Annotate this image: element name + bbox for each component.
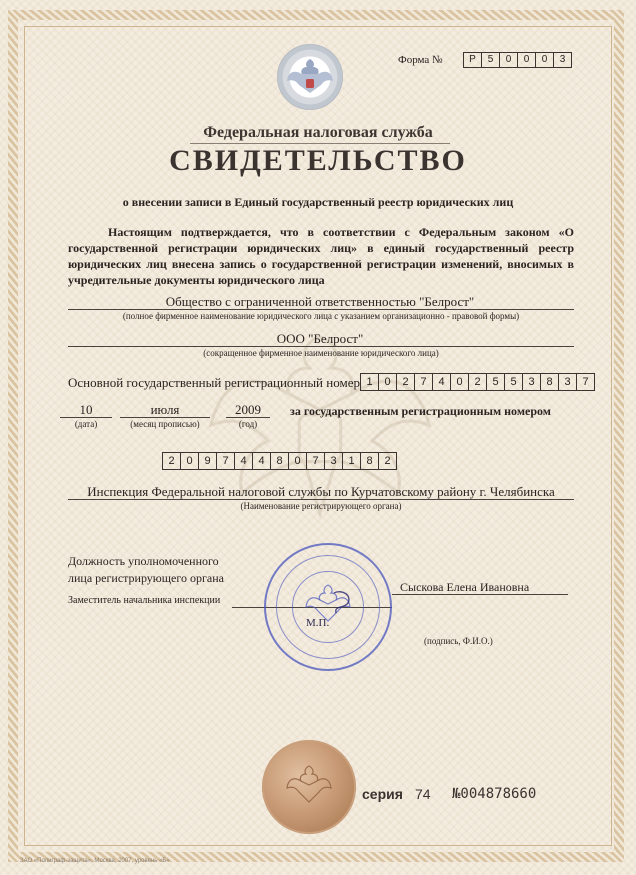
ogrn-number-boxes xyxy=(360,373,595,391)
grn-digit: 2 xyxy=(384,455,391,467)
agency-name: Федеральная налоговая служба xyxy=(203,124,433,141)
grn-digit: 9 xyxy=(199,453,217,469)
document-subtitle: о внесении записи в Единый государственный реестр юридических лиц xyxy=(122,195,514,209)
grn-digit: 7 xyxy=(217,453,235,469)
position-title xyxy=(68,553,224,587)
registration-number-label: за государственным регистрационным номером xyxy=(290,404,551,418)
position-title-line1: Должность уполномоченного xyxy=(68,554,219,568)
ogrn-digit: 4 xyxy=(433,374,451,390)
fns-emblem xyxy=(277,44,343,110)
ogrn-digit: 0 xyxy=(451,374,469,390)
authority-caption: (Наименование регистрирующего органа) xyxy=(240,501,402,511)
grn-digit: 3 xyxy=(325,453,343,469)
form-number-digit: 0 xyxy=(536,53,554,67)
grn-number-boxes xyxy=(162,452,397,470)
serial-label: серия xyxy=(362,786,403,802)
full-name-line xyxy=(68,309,574,310)
grn-digit: 8 xyxy=(271,453,289,469)
confirmation-paragraph xyxy=(68,224,574,288)
ogrn-digit: 5 xyxy=(487,374,505,390)
date-year-caption: (год) xyxy=(238,419,258,429)
date-month-caption: (месяц прописью) xyxy=(130,419,200,429)
ogrn-digit: 3 xyxy=(523,374,541,390)
date-day: 10 xyxy=(79,402,93,417)
grn-digit: 4 xyxy=(235,453,253,469)
document-title: СВИДЕТЕЛЬСТВО xyxy=(169,144,467,177)
form-number-digit: 0 xyxy=(518,53,536,67)
signatory-position: Заместитель начальника инспекции xyxy=(68,595,221,606)
grn-digit: 0 xyxy=(181,453,199,469)
ogrn-digit: 2 xyxy=(469,374,487,390)
embossed-seal xyxy=(262,740,356,834)
ogrn-digit: 7 xyxy=(415,374,433,390)
short-name-line xyxy=(68,346,574,347)
ogrn-digit: 7 xyxy=(582,376,589,388)
full-name-caption: (полное фирменное наименование юридического лица с указанием организационно - правовой формы) xyxy=(122,311,520,321)
form-number-digit: Р xyxy=(464,53,482,67)
name-line xyxy=(392,594,568,595)
eagle-emblem-icon xyxy=(278,45,342,109)
signatory-name: Сыскова Елена Ивановна xyxy=(400,580,530,594)
grn-digit: 0 xyxy=(289,453,307,469)
date-month-line xyxy=(120,417,210,418)
ogrn-label: Основной государственный регистрационный номер xyxy=(68,375,360,390)
serial-series: 74 xyxy=(415,786,431,802)
stamp-place-mark: М.П. xyxy=(306,617,330,629)
registering-authority: Инспекция Федеральной налоговой службы по Курчатовскому району г. Челябинска xyxy=(87,484,555,499)
short-name-caption: (сокращенное фирменное наименование юридического лица) xyxy=(203,348,439,358)
confirmation-text: Настоящим подтверждается, что в соответствии с Федеральным законом «О государственной регистрации юридических лиц» в единый государственный реестр юридических лиц внесена запись о государственной регистрации изменений, вносимых в учредительные документы юридического лица xyxy=(68,225,574,287)
date-year: 2009 xyxy=(235,402,261,417)
form-number-boxes xyxy=(463,52,572,68)
signature-caption: (подпись, Ф.И.О.) xyxy=(424,636,493,646)
seal-eagle-icon xyxy=(262,740,356,834)
grn-digit: 4 xyxy=(253,453,271,469)
grn-digit: 1 xyxy=(343,453,361,469)
ogrn-digit: 8 xyxy=(541,374,559,390)
date-year-line xyxy=(226,417,270,418)
form-number-digit: 3 xyxy=(559,54,566,65)
grn-digit: 8 xyxy=(361,453,379,469)
official-stamp xyxy=(264,543,392,671)
position-title-line2: лица регистрирующего органа xyxy=(68,571,224,585)
stamp-eagle-icon xyxy=(264,543,392,671)
ogrn-digit: 0 xyxy=(379,374,397,390)
full-company-name: Общество с ограниченной ответственностью "Белрост" xyxy=(165,294,475,309)
grn-digit: 2 xyxy=(163,453,181,469)
serial-number: №004878660 xyxy=(452,786,537,802)
ogrn-digit: 3 xyxy=(559,374,577,390)
ogrn-digit: 5 xyxy=(505,374,523,390)
date-month: июля xyxy=(150,402,180,417)
form-number-digit: 0 xyxy=(500,53,518,67)
date-day-caption: (дата) xyxy=(74,419,98,429)
printer-note: ЗАО «Полиграф-защита», Москва, 2007, уровень «Б» xyxy=(20,858,170,864)
authority-line xyxy=(68,499,574,500)
date-day-line xyxy=(60,417,112,418)
form-number-digit: 5 xyxy=(482,53,500,67)
grn-digit: 7 xyxy=(307,453,325,469)
ogrn-digit: 1 xyxy=(361,374,379,390)
ogrn-digit: 2 xyxy=(397,374,415,390)
form-number-label: Форма № xyxy=(398,54,443,66)
short-company-name: ООО "Белрост" xyxy=(276,331,364,346)
